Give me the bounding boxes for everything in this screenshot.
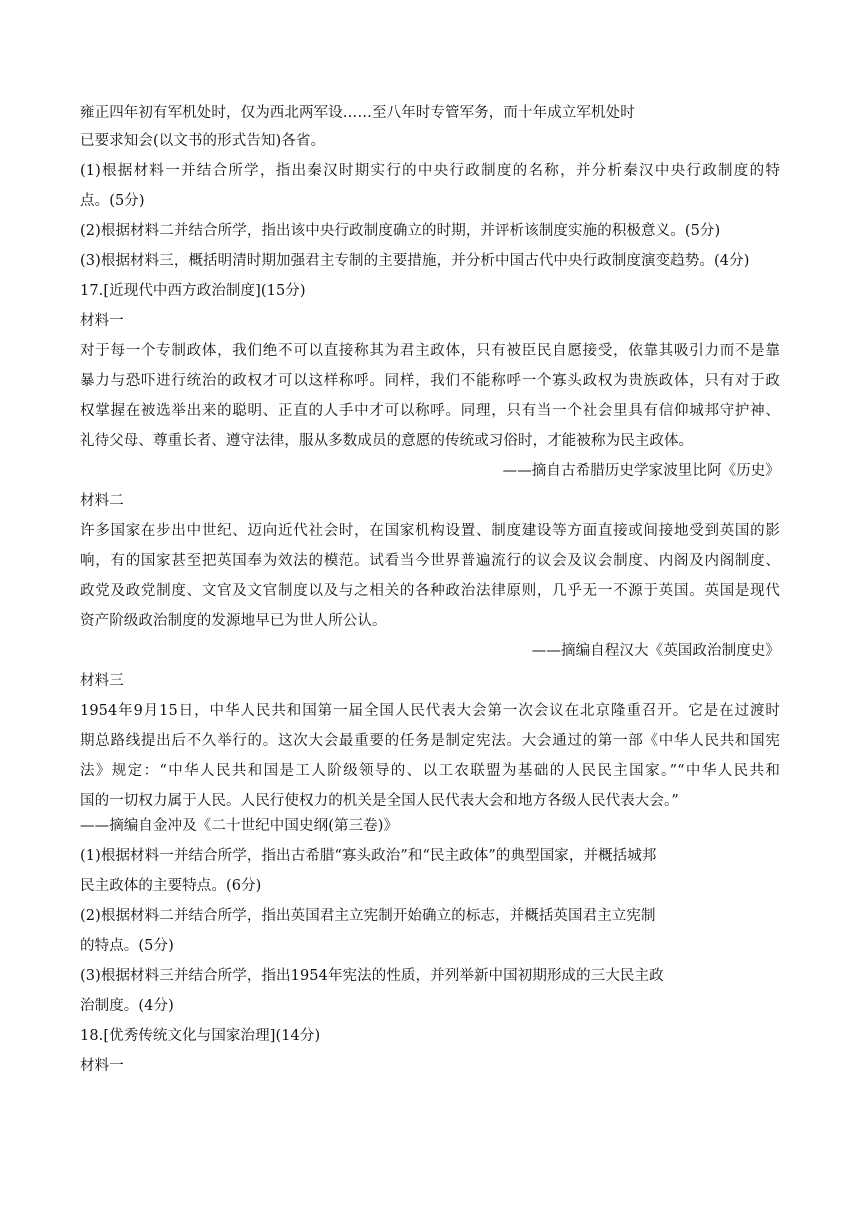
source-citation: ——摘编自程汉大《英国政治制度史》 xyxy=(531,643,780,659)
question-3: (3)根据材料三，概括明清时期加强君主专制的主要措施，并分析中国古代中央行政制度演变趋势。(4分) xyxy=(80,253,750,269)
text-line: 已要求知会(以文书的形式告知)各省。 xyxy=(80,133,326,149)
text-line: 治制度。(4分) xyxy=(80,998,174,1014)
text-line: 民主政体的主要特点。(6分) xyxy=(80,878,262,894)
paragraph-line: 许多国家在步出中世纪、迈向近代社会时，在国家机构设置、制度建设等方面直接或间接地受到英国的影 xyxy=(80,523,780,539)
paragraph-line: 法》规定：“中华人民共和国是工人阶级领导的、以工农联盟为基础的人民民主国家。”“中华人民共和 xyxy=(80,763,780,779)
paragraph-line: 政党及政党制度、文官及文官制度以及与之相关的各种政治法律原则，几乎无一不源于英国。英国是现代 xyxy=(80,583,780,599)
paragraph-line: 礼待父母、尊重长者、遵守法律，服从多数成员的意愿的传统或习俗时，才能被称为民主政体。 xyxy=(80,433,694,449)
material-label: 材料一 xyxy=(80,1058,124,1074)
question-2: (2)根据材料二并结合所学，指出英国君主立宪制开始确立的标志，并概括英国君主立宪制 xyxy=(80,908,656,924)
source-citation: ——摘编自金冲及《二十世纪中国史纲(第三卷)》 xyxy=(80,818,399,834)
question-1: (1)根据材料一并结合所学，指出秦汉时期实行的中央行政制度的名称，并分析秦汉中央行政制度的特 xyxy=(80,163,780,179)
paragraph-line: 暴力与恐吓进行统治的政权才可以这样称呼。同样，我们不能称呼一个寡头政权为贵族政体，只有对于政 xyxy=(80,373,780,389)
material-label: 材料一 xyxy=(80,313,124,329)
paragraph-line: 资产阶级政治制度的发源地早已为世人所公认。 xyxy=(80,613,387,629)
material-label: 材料三 xyxy=(80,673,124,689)
paragraph-line: 权掌握在被选举出来的聪明、正直的人手中才可以称呼。同理，只有当一个社会里具有信仰城邦守护神、 xyxy=(80,403,780,419)
material-label: 材料二 xyxy=(80,493,124,509)
paragraph-line: 对于每一个专制政体，我们绝不可以直接称其为君主政体，只有被臣民自愿接受，依靠其吸引力而不是靠 xyxy=(80,343,780,359)
paragraph-line: 1954年9月15日，中华人民共和国第一届全国人民代表大会第一次会议在北京隆重召开。它是在过渡时 xyxy=(80,703,780,719)
text-line: 雍正四年初有军机处时，仅为西北两军设……至八年时专管军务，而十年成立军机处时 xyxy=(80,105,635,121)
source-citation: ——摘自古希腊历史学家波里比阿《历史》 xyxy=(502,463,780,479)
paragraph-line: 国的一切权力属于人民。人民行使权力的机关是全国人民代表大会和地方各级人民代表大会。” xyxy=(80,793,679,809)
section-heading: 17.[近现代中西方政治制度](15分) xyxy=(80,283,306,299)
section-heading: 18.[优秀传统文化与国家治理](14分) xyxy=(80,1028,321,1044)
question-1: (1)根据材料一并结合所学，指出古希腊“寡头政治”和“民主政体”的典型国家，并概括城邦 xyxy=(80,848,657,864)
question-3: (3)根据材料三并结合所学，指出1954年宪法的性质，并列举新中国初期形成的三大民主政 xyxy=(80,968,664,984)
paragraph-line: 期总路线提出后不久举行的。这次大会最重要的任务是制定宪法。大会通过的第一部《中华人民共和国宪 xyxy=(80,733,780,749)
text-line: 的特点。(5分) xyxy=(80,938,174,954)
text-line: 点。(5分) xyxy=(80,193,145,209)
question-2: (2)根据材料二并结合所学，指出该中央行政制度确立的时期，并评析该制度实施的积极意义。(5分) xyxy=(80,223,721,239)
paragraph-line: 响，有的国家甚至把英国奉为效法的模范。试看当今世界普遍流行的议会及议会制度、内阁及内阁制度、 xyxy=(80,553,780,569)
